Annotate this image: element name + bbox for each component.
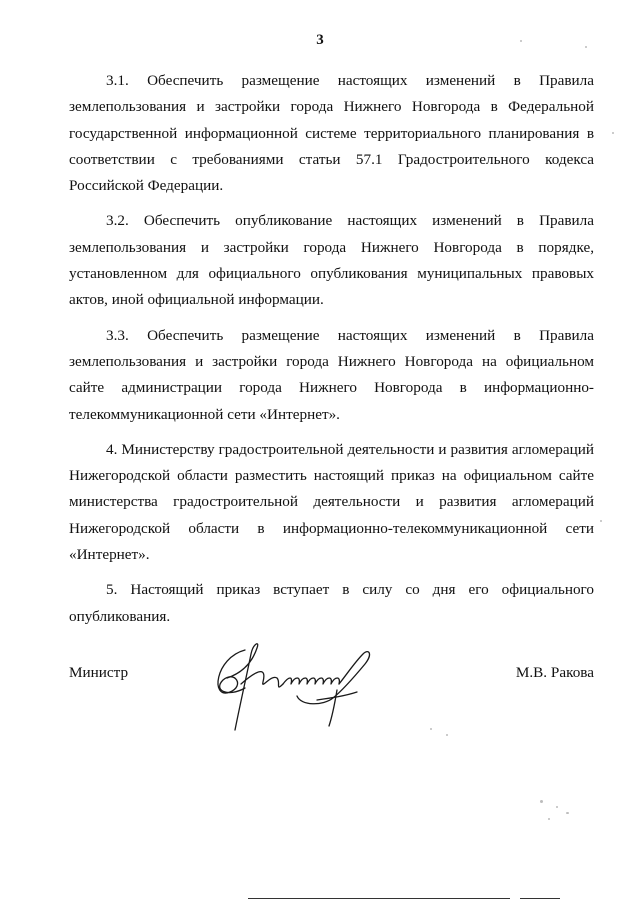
signer-name: М.В. Ракова (515, 664, 594, 681)
document-body (69, 68, 594, 639)
scan-speck (548, 818, 550, 820)
scan-speck (612, 132, 614, 134)
scan-speck (585, 46, 587, 48)
scan-speck (520, 40, 522, 42)
paragraph-4: 4. Министерству градостроительной деятельности и развития агломераций Нижегородской области разместить настоящий приказ на официальном сайте министерства градостроительной деятельности и развития агломераций Нижегородской области в информационно-телекоммуникационной сети «Интернет». (69, 440, 594, 564)
scan-speck (430, 728, 432, 730)
scan-speck (446, 734, 448, 736)
scan-speck (556, 806, 558, 808)
scan-speck (600, 520, 602, 522)
scan-speck (566, 812, 569, 814)
paragraph-3-2: 3.2. Обеспечить опубликование настоящих изменений в Правила землепользования и застройки города Нижнего Новгорода в порядке, установленном для официального опубликования муниципальных правовых актов, иной официальной информации. (69, 212, 594, 309)
paragraph-3-3: 3.3. Обеспечить размещение настоящих изменений в Правила землепользования и застройки города Нижнего Новгорода на официальном сайте администрации города Нижнего Новгорода в информационно-телекоммуникационной сети «Интернет». (69, 326, 594, 423)
scan-speck (540, 800, 543, 803)
handwritten-signature (205, 640, 395, 735)
paragraph-3-1: 3.1. Обеспечить размещение настоящих изменений в Правила землепользования и застройки города Нижнего Новгорода в Федеральной государственной информационной системе территориального планирования в соответствии с требованиями статьи 57.1 Градостроительного кодекса Российской Федерации. (69, 72, 594, 195)
bottom-rule-left (248, 898, 510, 899)
bottom-rule-right (520, 898, 560, 899)
signer-title: Министр (69, 664, 129, 681)
page-number: 3 (316, 32, 324, 48)
paragraph-5: 5. Настоящий приказ вступает в силу со дня его официального опубликования. (69, 581, 594, 625)
